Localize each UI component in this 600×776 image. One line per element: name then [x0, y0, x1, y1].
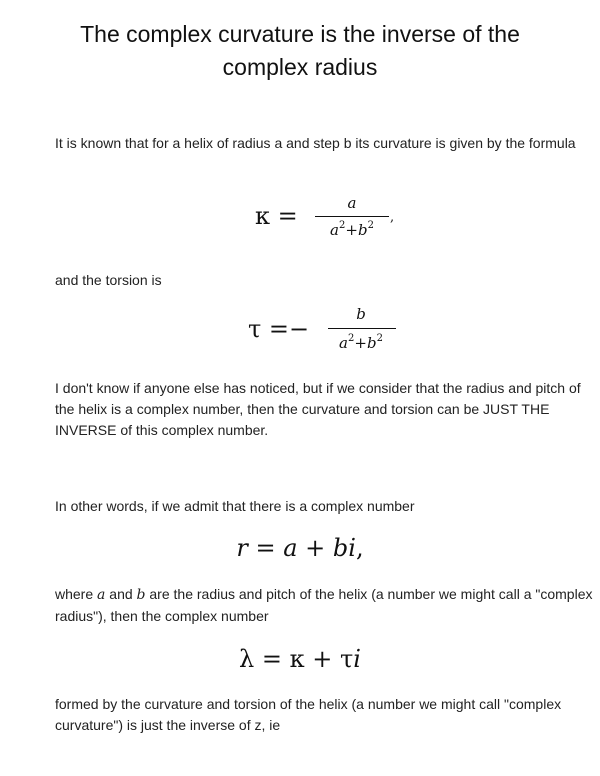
- complex-radius-equation: r = a + bi,: [236, 534, 364, 562]
- curvature-trailing-comma: ,: [390, 210, 395, 225]
- complex-radius-description: where a and b are the radius and pitch of the helix (a number we might call a "complex radius"), then the complex number: [55, 586, 593, 624]
- curvature-numerator: a: [347, 194, 357, 212]
- torsion-intro: and the torsion is: [55, 272, 162, 288]
- torsion-equation: [248, 303, 418, 363]
- intro-paragraph: It is known that for a helix of radius a and step b its curvature is given by the formula: [55, 135, 576, 151]
- torsion-fraction-bar: [328, 328, 396, 329]
- curvature-fraction-bar: [315, 216, 389, 217]
- observation-paragraph: I don't know if anyone else has noticed, but if we consider that the radius and pitch of the helix is a complex number, then the curvature and torsion can be JUST THE INVERSE of this complex number.: [55, 380, 581, 438]
- in-other-words-paragraph: In other words, if we admit that there is a complex number: [55, 498, 415, 514]
- torsion-numerator: b: [356, 305, 366, 323]
- complex-curvature-description: formed by the curvature and torsion of the helix (a number we might call "complex curvature") is just the inverse of z, ie: [55, 696, 562, 733]
- page-title: The complex curvature is the inverse of the complex radius: [80, 21, 520, 80]
- curvature-denominator: $a^2+b^2$: [330, 220, 374, 239]
- torsion-denominator: $a^2+b^2$: [339, 333, 383, 352]
- curvature-lhs: κ =: [255, 202, 298, 230]
- curvature-equation: [255, 192, 415, 252]
- complex-curvature-equation: λ = κ + τi: [239, 645, 361, 673]
- torsion-lhs: τ =−: [248, 315, 310, 343]
